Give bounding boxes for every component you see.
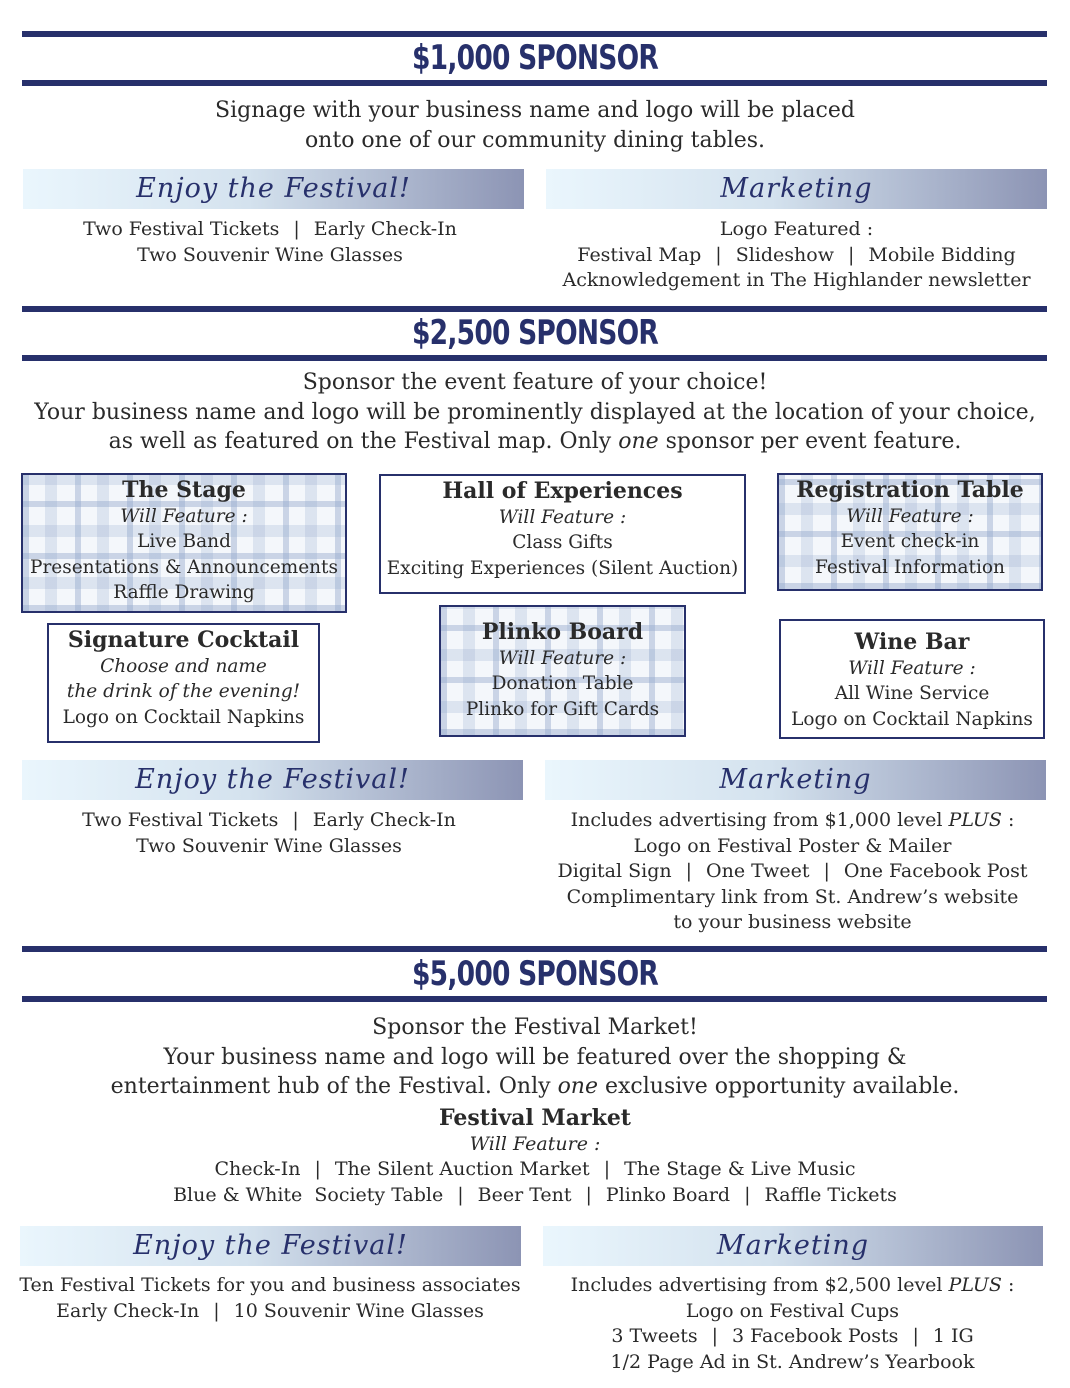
list-item: [19, 808, 519, 834]
feature-subtitle: Will Feature :: [120, 505, 248, 527]
feature-subtitle: Will Feature :: [846, 505, 974, 527]
market-title: Festival Market: [439, 1105, 631, 1131]
tier1-enjoy-band: [23, 169, 524, 209]
marketing-text: Includes advertising from $2,500 level: [570, 1274, 949, 1296]
map-item: Festival Map: [577, 243, 702, 266]
feature-item: Donation Table: [491, 673, 634, 694]
tier1-rule-top: [22, 31, 1047, 37]
feature-box-plinko: [439, 605, 686, 737]
separator: |: [847, 243, 855, 266]
feature-title: Wine Bar: [854, 629, 970, 655]
list-item: [540, 1273, 1045, 1299]
separator: |: [603, 1158, 611, 1180]
instagram-item: 1 IG: [932, 1325, 974, 1347]
separator: |: [685, 860, 692, 882]
tier2-heading: $2,500 SPONSOR: [412, 313, 658, 353]
tier2-marketing-title: Marketing: [719, 764, 872, 795]
market-item: Blue & White Society Table: [173, 1183, 444, 1206]
list-item: to your business website: [673, 911, 912, 933]
intro-emphasis: one: [618, 429, 659, 454]
festival-market: [0, 1106, 1070, 1208]
feature-item: Festival Information: [815, 556, 1005, 578]
market-subtitle: Will Feature :: [469, 1132, 601, 1155]
separator: |: [457, 1183, 464, 1206]
feature-item: Live Band: [137, 531, 231, 552]
market-item: Plinko Board: [605, 1183, 731, 1206]
tier3-marketing-title: Marketing: [716, 1230, 870, 1261]
list-item: Logo on Festival Poster & Mailer: [633, 834, 952, 857]
tier1-rule-bottom: [22, 80, 1047, 86]
feature-item: Plinko for Gift Cards: [465, 698, 660, 720]
market-item: Raffle Tickets: [764, 1183, 897, 1206]
list-item: Ten Festival Tickets for you and business associates: [19, 1274, 521, 1296]
feature-item: Logo on Cocktail Napkins: [62, 706, 305, 728]
separator: |: [715, 243, 722, 266]
tier3-intro-line: Sponsor the Festival Market!: [372, 1015, 698, 1040]
feature-title: Hall of Experiences: [442, 478, 683, 504]
feature-title: Registration Table: [796, 477, 1024, 503]
tweet-item: 3 Tweets: [611, 1325, 698, 1347]
list-item: 1/2 Page Ad in St. Andrew’s Yearbook: [610, 1350, 975, 1373]
glasses-item: 10 Souvenir Wine Glasses: [233, 1299, 484, 1322]
tier2-rule-top: [22, 306, 1047, 312]
tier2-intro-line: Sponsor the event feature of your choice!: [302, 370, 768, 395]
tier1-marketing-band: [546, 169, 1047, 209]
list-item: Logo on Festival Cups: [685, 1299, 900, 1322]
marketing-text: :: [1001, 809, 1015, 831]
tier3-marketing-band: [543, 1226, 1043, 1266]
feature-item: Presentations & Announcements: [30, 556, 338, 578]
tier1-marketing-title: Marketing: [720, 173, 873, 204]
market-item: The Stage & Live Music: [624, 1158, 856, 1180]
intro-text: exclusive opportunity available.: [598, 1074, 960, 1099]
intro-text: as well as featured on the Festival map. Only: [108, 429, 619, 454]
feature-title: The Stage: [122, 477, 246, 503]
tier3-intro-line: Your business name and logo will be featured over the shopping &: [163, 1044, 907, 1070]
separator: |: [213, 1299, 220, 1322]
feature-box-winebar: [779, 619, 1045, 739]
intro-text: entertainment hub of the Festival. Only: [110, 1074, 558, 1099]
list-item: Acknowledgement in The Highlander newsletter: [562, 269, 1031, 291]
separator: |: [293, 218, 300, 240]
marketing-emphasis: PLUS: [948, 1274, 1002, 1296]
ticket-item: Two Festival Tickets: [83, 218, 280, 240]
tier2-rule-bottom: [22, 355, 1047, 361]
market-item: The Silent Auction Market: [334, 1158, 590, 1180]
feature-item: Exciting Experiences (Silent Auction): [386, 557, 739, 579]
tier2-intro-line: Your business name and logo will be prominently displayed at the location of your choice,: [34, 399, 1036, 425]
tier1-intro: [0, 96, 1070, 155]
facebook-item: 3 Facebook Posts: [732, 1325, 899, 1347]
tier3-intro: [0, 1013, 1070, 1102]
checkin-item: Early Check-In: [313, 218, 457, 240]
feature-item: Raffle Drawing: [113, 582, 255, 603]
list-item: Logo Featured :: [719, 218, 874, 240]
list-item: [20, 217, 520, 243]
feature-subtitle: Will Feature :: [498, 506, 627, 528]
tier2-enjoy-list: [19, 808, 519, 859]
list-item: Complimentary link from St. Andrew’s website: [566, 885, 1019, 908]
tier3-heading: $5,000 SPONSOR: [412, 954, 658, 994]
marketing-text: Includes advertising from $1,000 level: [570, 809, 949, 831]
bidding-item: Mobile Bidding: [868, 243, 1016, 266]
tier3-rule-top: [22, 946, 1047, 952]
feature-box-hall: [379, 474, 746, 594]
feature-title: Plinko Board: [481, 619, 644, 645]
tier1-enjoy-title: Enjoy the Festival!: [136, 173, 411, 204]
tier1-enjoy-list: [20, 217, 520, 268]
feature-subtitle: Will Feature :: [498, 647, 627, 669]
tier2-intro-line: [0, 427, 1070, 457]
feature-title: Signature Cocktail: [67, 627, 300, 653]
list-item: [540, 859, 1045, 885]
feature-item: Logo on Cocktail Napkins: [791, 708, 1033, 730]
separator: |: [744, 1183, 751, 1206]
separator: |: [711, 1325, 719, 1347]
tier3-enjoy-band: [20, 1226, 521, 1266]
tier1-intro-line: onto one of our community dining tables.: [304, 127, 766, 153]
intro-text: sponsor per event feature.: [658, 429, 962, 454]
feature-box-registration: [777, 473, 1043, 591]
feature-item: All Wine Service: [834, 683, 990, 704]
ticket-item: Two Festival Tickets: [82, 809, 279, 831]
separator: |: [585, 1183, 592, 1206]
market-item: Check-In: [214, 1158, 301, 1180]
tier2-enjoy-band: [22, 760, 523, 800]
marketing-text: :: [1001, 1274, 1015, 1296]
tier3-intro-line: [0, 1072, 1070, 1102]
feature-subtitle: Will Feature :: [848, 657, 976, 679]
feature-subtitle: the drink of the evening!: [66, 681, 301, 702]
list-item: [546, 243, 1047, 269]
list-item: Two Souvenir Wine Glasses: [136, 834, 402, 857]
feature-item: Class Gifts: [512, 532, 613, 553]
tier3-enjoy-list: [10, 1273, 530, 1324]
list-item: Two Souvenir Wine Glasses: [137, 243, 403, 266]
feature-box-cocktail: [47, 623, 320, 743]
tier2-marketing-list: [540, 808, 1045, 936]
tier1-heading: $1,000 SPONSOR: [412, 38, 658, 78]
checkin-item: Early Check-In: [312, 809, 456, 831]
slideshow-item: Slideshow: [735, 243, 834, 266]
list-item: [540, 808, 1045, 834]
tier1-marketing-list: [546, 217, 1047, 294]
tier2-marketing-band: [545, 760, 1046, 800]
separator: |: [823, 860, 830, 882]
list-item: [0, 1183, 1070, 1209]
tweet-item: One Tweet: [706, 860, 810, 882]
tier3-rule-bottom: [22, 996, 1047, 1002]
digital-sign-item: Digital Sign: [557, 860, 672, 882]
marketing-emphasis: PLUS: [948, 809, 1002, 831]
tier1-intro-line: Signage with your business name and logo will be placed: [215, 98, 855, 123]
separator: |: [314, 1158, 321, 1180]
feature-box-stage: [21, 473, 347, 613]
tier2-enjoy-title: Enjoy the Festival!: [135, 764, 410, 795]
separator: |: [292, 809, 299, 831]
tier3-enjoy-title: Enjoy the Festival!: [133, 1230, 408, 1261]
list-item: [10, 1299, 530, 1325]
feature-subtitle: Choose and name: [100, 655, 267, 677]
checkin-item: Early Check-In: [56, 1299, 200, 1322]
tier3-marketing-list: [540, 1273, 1045, 1375]
market-item: Beer Tent: [477, 1183, 572, 1206]
list-item: [540, 1324, 1045, 1350]
facebook-item: One Facebook Post: [843, 860, 1028, 882]
feature-item: Event check-in: [840, 531, 980, 552]
separator: |: [912, 1325, 919, 1347]
list-item: [0, 1157, 1070, 1183]
tier2-intro: [0, 368, 1070, 457]
intro-emphasis: one: [557, 1074, 598, 1099]
